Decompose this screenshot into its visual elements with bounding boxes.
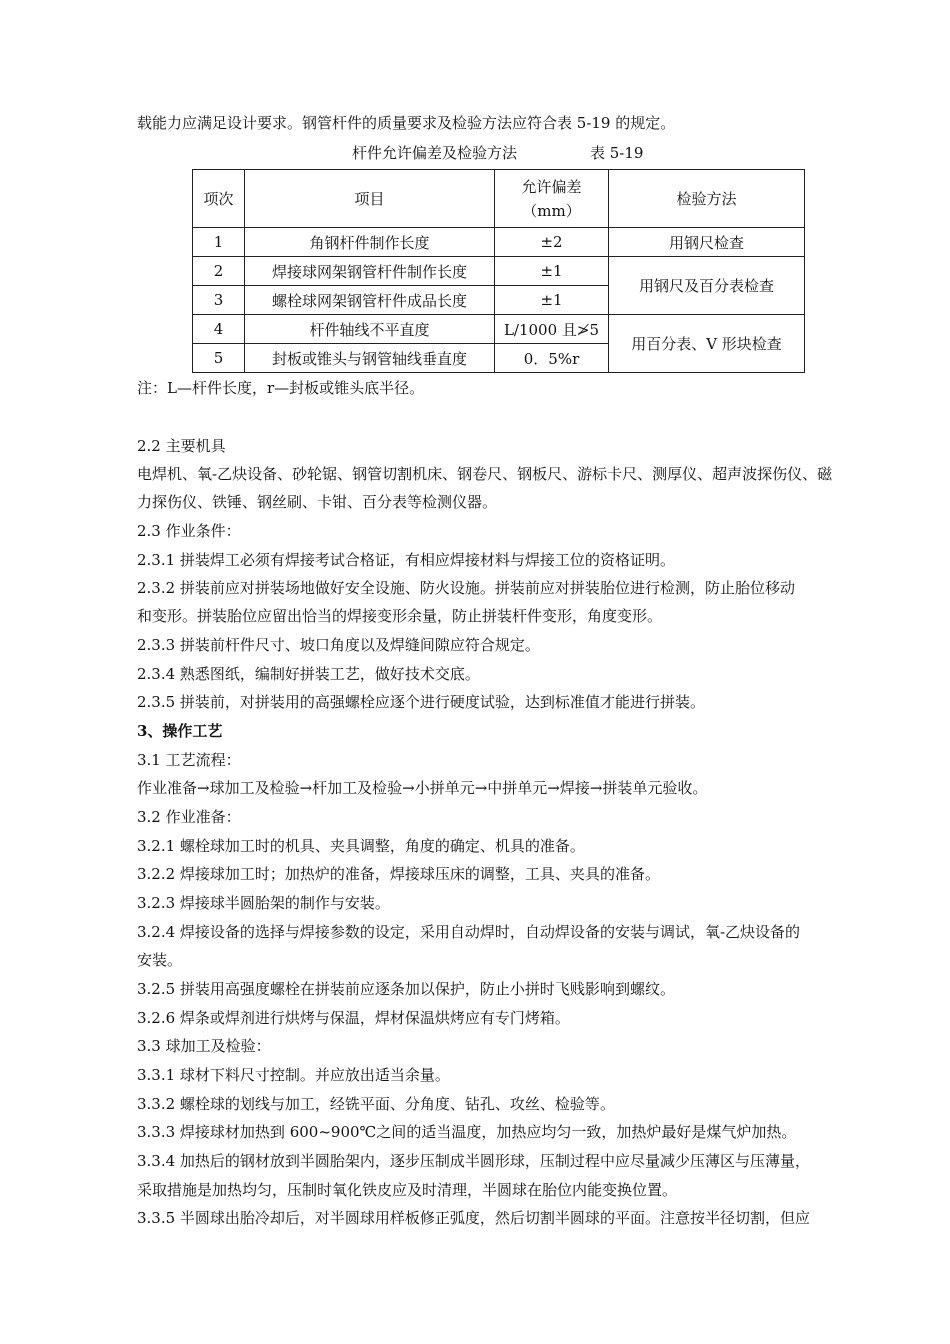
- row-no: 5: [193, 344, 245, 373]
- table-header-row: [193, 170, 805, 228]
- table-row: [193, 257, 805, 286]
- row-no: 3: [193, 286, 245, 315]
- paragraph-line: 采取措施是加热均匀，压制时氧化铁皮应及时清理，半圆球在胎位内能变换位置。: [137, 1181, 678, 1199]
- table-row: [193, 228, 805, 257]
- paragraph-line: 2.3.4 熟悉图纸，编制好拼装工艺，做好技术交底。: [137, 665, 480, 683]
- header-tolerance: [495, 170, 609, 228]
- row-tolerance: 0．5%r: [495, 344, 609, 373]
- row-tolerance: ±2: [495, 228, 609, 257]
- paragraph-line: 3.2.1 螺栓球加工时的机具、夹具调整，角度的确定、机具的准备。: [137, 837, 585, 855]
- row-no: 4: [193, 315, 245, 344]
- table-row: [193, 315, 805, 344]
- paragraph-line: 3.2.2 焊接球加工时；加热炉的准备，焊接球压床的调整，工具、夹具的准备。: [137, 865, 660, 883]
- paragraph-line: 3.2.4 焊接设备的选择与焊接参数的设定，采用自动焊时，自动焊设备的安装与调试，氧-乙炔设备的: [137, 923, 801, 941]
- paragraph-line: 电焊机、氧-乙炔设备、砂轮锯、钢管切割机床、钢卷尺、钢板尺、游标卡尺、测厚仪、超声波探伤仪、磁: [137, 465, 833, 483]
- section-heading: 2.2 主要机具: [137, 437, 226, 455]
- paragraph-line: 3.3.2 螺栓球的划线与加工，经铣平面、分角度、钻孔、攻丝、检验等。: [137, 1095, 615, 1113]
- section-heading: 2.3 作业条件：: [137, 522, 241, 540]
- row-tolerance: ±1: [495, 286, 609, 315]
- row-no: 1: [193, 228, 245, 257]
- paragraph-line: 作业准备→球加工及检验→杆加工及检验→小拼单元→中拼单元→焊接→拼装单元验收。: [137, 779, 708, 797]
- tolerance-table: [192, 169, 805, 373]
- row-tolerance: L/1000 且≯5: [495, 315, 609, 344]
- header-method: 检验方法: [609, 170, 805, 228]
- section-heading: 3.3 球加工及检验：: [137, 1037, 271, 1055]
- header-no: 项次: [193, 170, 245, 228]
- row-item: 焊接球网架钢管杆件制作长度: [245, 257, 495, 286]
- row-method: 用钢尺检查: [609, 228, 805, 257]
- paragraph-line: 3.2.6 焊条或焊剂进行烘烤与保温，焊材保温烘烤应有专门烤箱。: [137, 1009, 570, 1027]
- paragraph-line: 3.3.4 加热后的钢材放到半圆胎架内，逐步压制成半圆形球，压制过程中应尽量减少压薄区与压薄量，: [137, 1152, 810, 1170]
- paragraph-line: 2.3.2 拼装前应对拼装场地做好安全设施、防火设施。拼装前应对拼装胎位进行检测，防止胎位移动: [137, 579, 795, 597]
- paragraph-line: 3.2.3 焊接球半圆胎架的制作与安装。: [137, 894, 390, 912]
- row-method: 用百分表、V 形块检查: [609, 315, 805, 373]
- header-tolerance-unit: （mm）: [522, 201, 581, 220]
- table-note: 注：L—杆件长度，r—封板或锥头底半径。: [137, 379, 425, 397]
- paragraph-line: 3.2.5 拼装用高强度螺栓在拼装前应逐条加以保护，防止小拼时飞贱影响到螺纹。: [137, 980, 675, 998]
- row-item: 杆件轴线不平直度: [245, 315, 495, 344]
- paragraph-line: 2.3.1 拼装焊工必须有焊接考试合格证，有相应焊接材料与焊接工位的资格证明。: [137, 551, 675, 569]
- row-method: 用钢尺及百分表检查: [609, 257, 805, 315]
- table-number: 表 5-19: [590, 144, 644, 162]
- row-item: 封板或锥头与钢管轴线垂直度: [245, 344, 495, 373]
- section-heading: 3.2 作业准备：: [137, 808, 241, 826]
- section-heading: 3.1 工艺流程：: [137, 751, 241, 769]
- paragraph-line: 力探伤仪、铁锤、钢丝刷、卡钳、百分表等检测仪器。: [137, 493, 498, 511]
- paragraph-line: 2.3.5 拼装前，对拼装用的高强螺栓应逐个进行硬度试验，达到标准值才能进行拼装。: [137, 693, 705, 711]
- header-tolerance-label: 允许偏差: [521, 177, 582, 196]
- chapter-heading: 3、操作工艺: [137, 722, 223, 740]
- paragraph-line: 3.3.3 焊接球材加热到 600~900℃之间的适当温度，加热应均匀一致，加热炉最好是煤气炉加热。: [137, 1123, 797, 1141]
- row-tolerance: ±1: [495, 257, 609, 286]
- paragraph-line: 2.3.3 拼装前杆件尺寸、坡口角度以及焊缝间隙应符合规定。: [137, 636, 540, 654]
- header-item: 项目: [245, 170, 495, 228]
- intro-paragraph: 载能力应满足设计要求。钢管杆件的质量要求及检验方法应符合表 5-19 的规定。: [137, 114, 676, 132]
- row-no: 2: [193, 257, 245, 286]
- paragraph-line: 3.3.1 球材下料尺寸控制。并应放出适当余量。: [137, 1066, 450, 1084]
- table-caption: 杆件允许偏差及检验方法: [352, 144, 518, 162]
- paragraph-line: 和变形。拼装胎位应留出恰当的焊接变形余量，防止拼装杆件变形，角度变形。: [137, 607, 663, 625]
- paragraph-line: 安装。: [137, 951, 183, 969]
- row-item: 螺栓球网架钢管杆件成品长度: [245, 286, 495, 315]
- row-item: 角钢杆件制作长度: [245, 228, 495, 257]
- paragraph-line: 3.3.5 半圆球出胎冷却后，对半圆球用样板修正弧度，然后切割半圆球的平面。注意按半径切割，但应: [137, 1209, 810, 1227]
